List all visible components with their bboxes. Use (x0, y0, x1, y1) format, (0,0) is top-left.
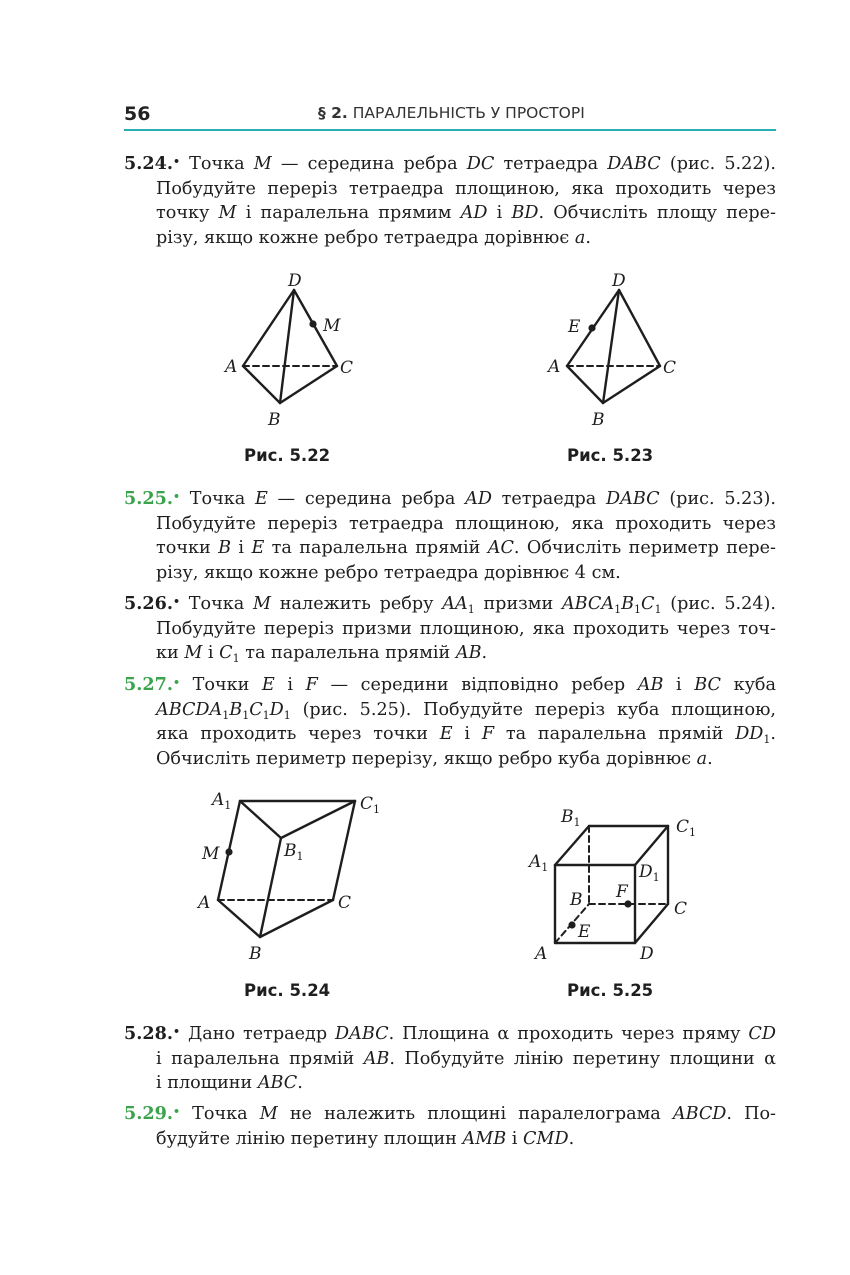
label-d1: $D_1$ (639, 862, 660, 884)
edge-ab (243, 366, 280, 403)
edge-dc (635, 904, 668, 943)
edge-d1c1 (635, 826, 668, 865)
caption-5-22: Рис. 5.22 (244, 446, 331, 465)
label-b1: $B_1$ (284, 841, 304, 863)
point-m (309, 320, 316, 327)
figure-5-23 (540, 262, 700, 432)
label-m: M (202, 844, 220, 864)
label-m: M (323, 316, 341, 336)
edge-ab (567, 366, 603, 403)
label-c: C (338, 893, 352, 913)
label-c: C (674, 899, 688, 919)
edge-bc (260, 900, 333, 937)
caption-5-23: Рис. 5.23 (567, 446, 654, 465)
header-rule (124, 129, 776, 131)
edge-db (603, 290, 619, 403)
problem-number: 5.27.• (124, 674, 181, 695)
figure-5-24 (190, 785, 390, 965)
edge-b1b (260, 838, 281, 937)
page-header (124, 100, 776, 128)
problem-5-29: 5.29.• Точка M не належить площині паралелограма ABCD. По- будуйте лінію перетину площин AMB і CMD. (124, 1103, 776, 1149)
label-b: B (249, 944, 262, 964)
problem-number: 5.29.• (124, 1103, 181, 1124)
problem-5-24: 5.24.• Точка M — середина ребра DC тетраедра DABC (рис. 5.22). Побудуйте переріз тетраедра площиною, яка проходить через точку M і паралельна прямим AD і BD. Обчисліть площу пере- різу, якщо кожне ребро тетраедра дорівнює a. (124, 153, 776, 248)
edge-bc (280, 366, 337, 403)
problem-number: 5.24.• (124, 153, 181, 174)
label-e: E (578, 922, 591, 942)
caption-5-24: Рис. 5.24 (244, 981, 331, 1000)
problem-number: 5.28.• (124, 1023, 181, 1044)
edge-ab (218, 900, 260, 937)
label-f: F (616, 882, 628, 902)
edge-a1b1 (240, 801, 281, 838)
label-a: A (198, 893, 211, 913)
problem-5-26: 5.26.• Точка M належить ребру $AA_1$ призми $ABCA_1B_1C_1$ (рис. 5.24). Побудуйте переріз призми площиною, яка проходить через точ- ки M і $C_1$ та паралельна прямій AB. (124, 593, 776, 665)
label-b1: $B_1$ (561, 807, 581, 829)
edge-b1c1 (281, 801, 355, 838)
section-number: § 2. (318, 104, 348, 122)
label-d: D (612, 271, 626, 291)
edge-dc (619, 290, 660, 366)
problem-number: 5.26.• (124, 593, 181, 614)
label-d: D (288, 271, 302, 291)
edge-a1b1 (555, 826, 589, 865)
label-c1: $C_1$ (360, 794, 381, 816)
edge-bc (603, 366, 660, 403)
problem-number: 5.25.• (124, 488, 181, 509)
page-number: 56 (124, 103, 151, 125)
label-c: C (663, 358, 677, 378)
label-c1: $C_1$ (676, 817, 697, 839)
label-c: C (340, 358, 354, 378)
label-b: B (570, 890, 583, 910)
label-a: A (548, 357, 561, 377)
label-b: B (268, 410, 281, 430)
problem-5-25: 5.25.• Точка E — середина ребра AD тетраедра DABC (рис. 5.23). Побудуйте переріз тетраедра площиною, яка проходить через точки B і E та паралельна прямій AC. Обчисліть периметр пере- різу, якщо кожне ребро тетраедра дорівнює 4 см. (124, 488, 776, 583)
problem-5-27: 5.27.• Точки E і F — середини відповідно ребер AB і BC куба $ABCDA_1B_1C_1D_1$ (рис. 5.25). Побудуйте переріз куба площиною, яка проходить через точки E і F та паралельна прямій $DD_1$. Обчисліть периметр перерізу, якщо ребро куба дорівнює a. (124, 674, 777, 769)
label-a1: $A_1$ (212, 790, 232, 812)
section-name: ПАРАЛЕЛЬНІСТЬ У ПРОСТОРІ (352, 104, 585, 122)
problem-5-28: 5.28.• Дано тетраедр DABC. Площина α проходить через пряму CD і паралельна прямій AB. Побудуйте лінію перетину площини α і площини ABC. (124, 1023, 776, 1093)
point-e (568, 921, 575, 928)
label-a: A (225, 357, 238, 377)
caption-5-25: Рис. 5.25 (567, 981, 654, 1000)
figure-5-22 (215, 262, 375, 432)
point-m (225, 848, 232, 855)
label-b: B (592, 410, 605, 430)
label-d: D (640, 944, 654, 964)
label-e: E (568, 317, 581, 337)
edge-c1c (333, 801, 355, 900)
section-title (318, 104, 585, 122)
label-a1: $A_1$ (529, 852, 549, 874)
point-e (588, 324, 595, 331)
label-a: A (535, 944, 548, 964)
figure-5-25 (525, 800, 710, 970)
